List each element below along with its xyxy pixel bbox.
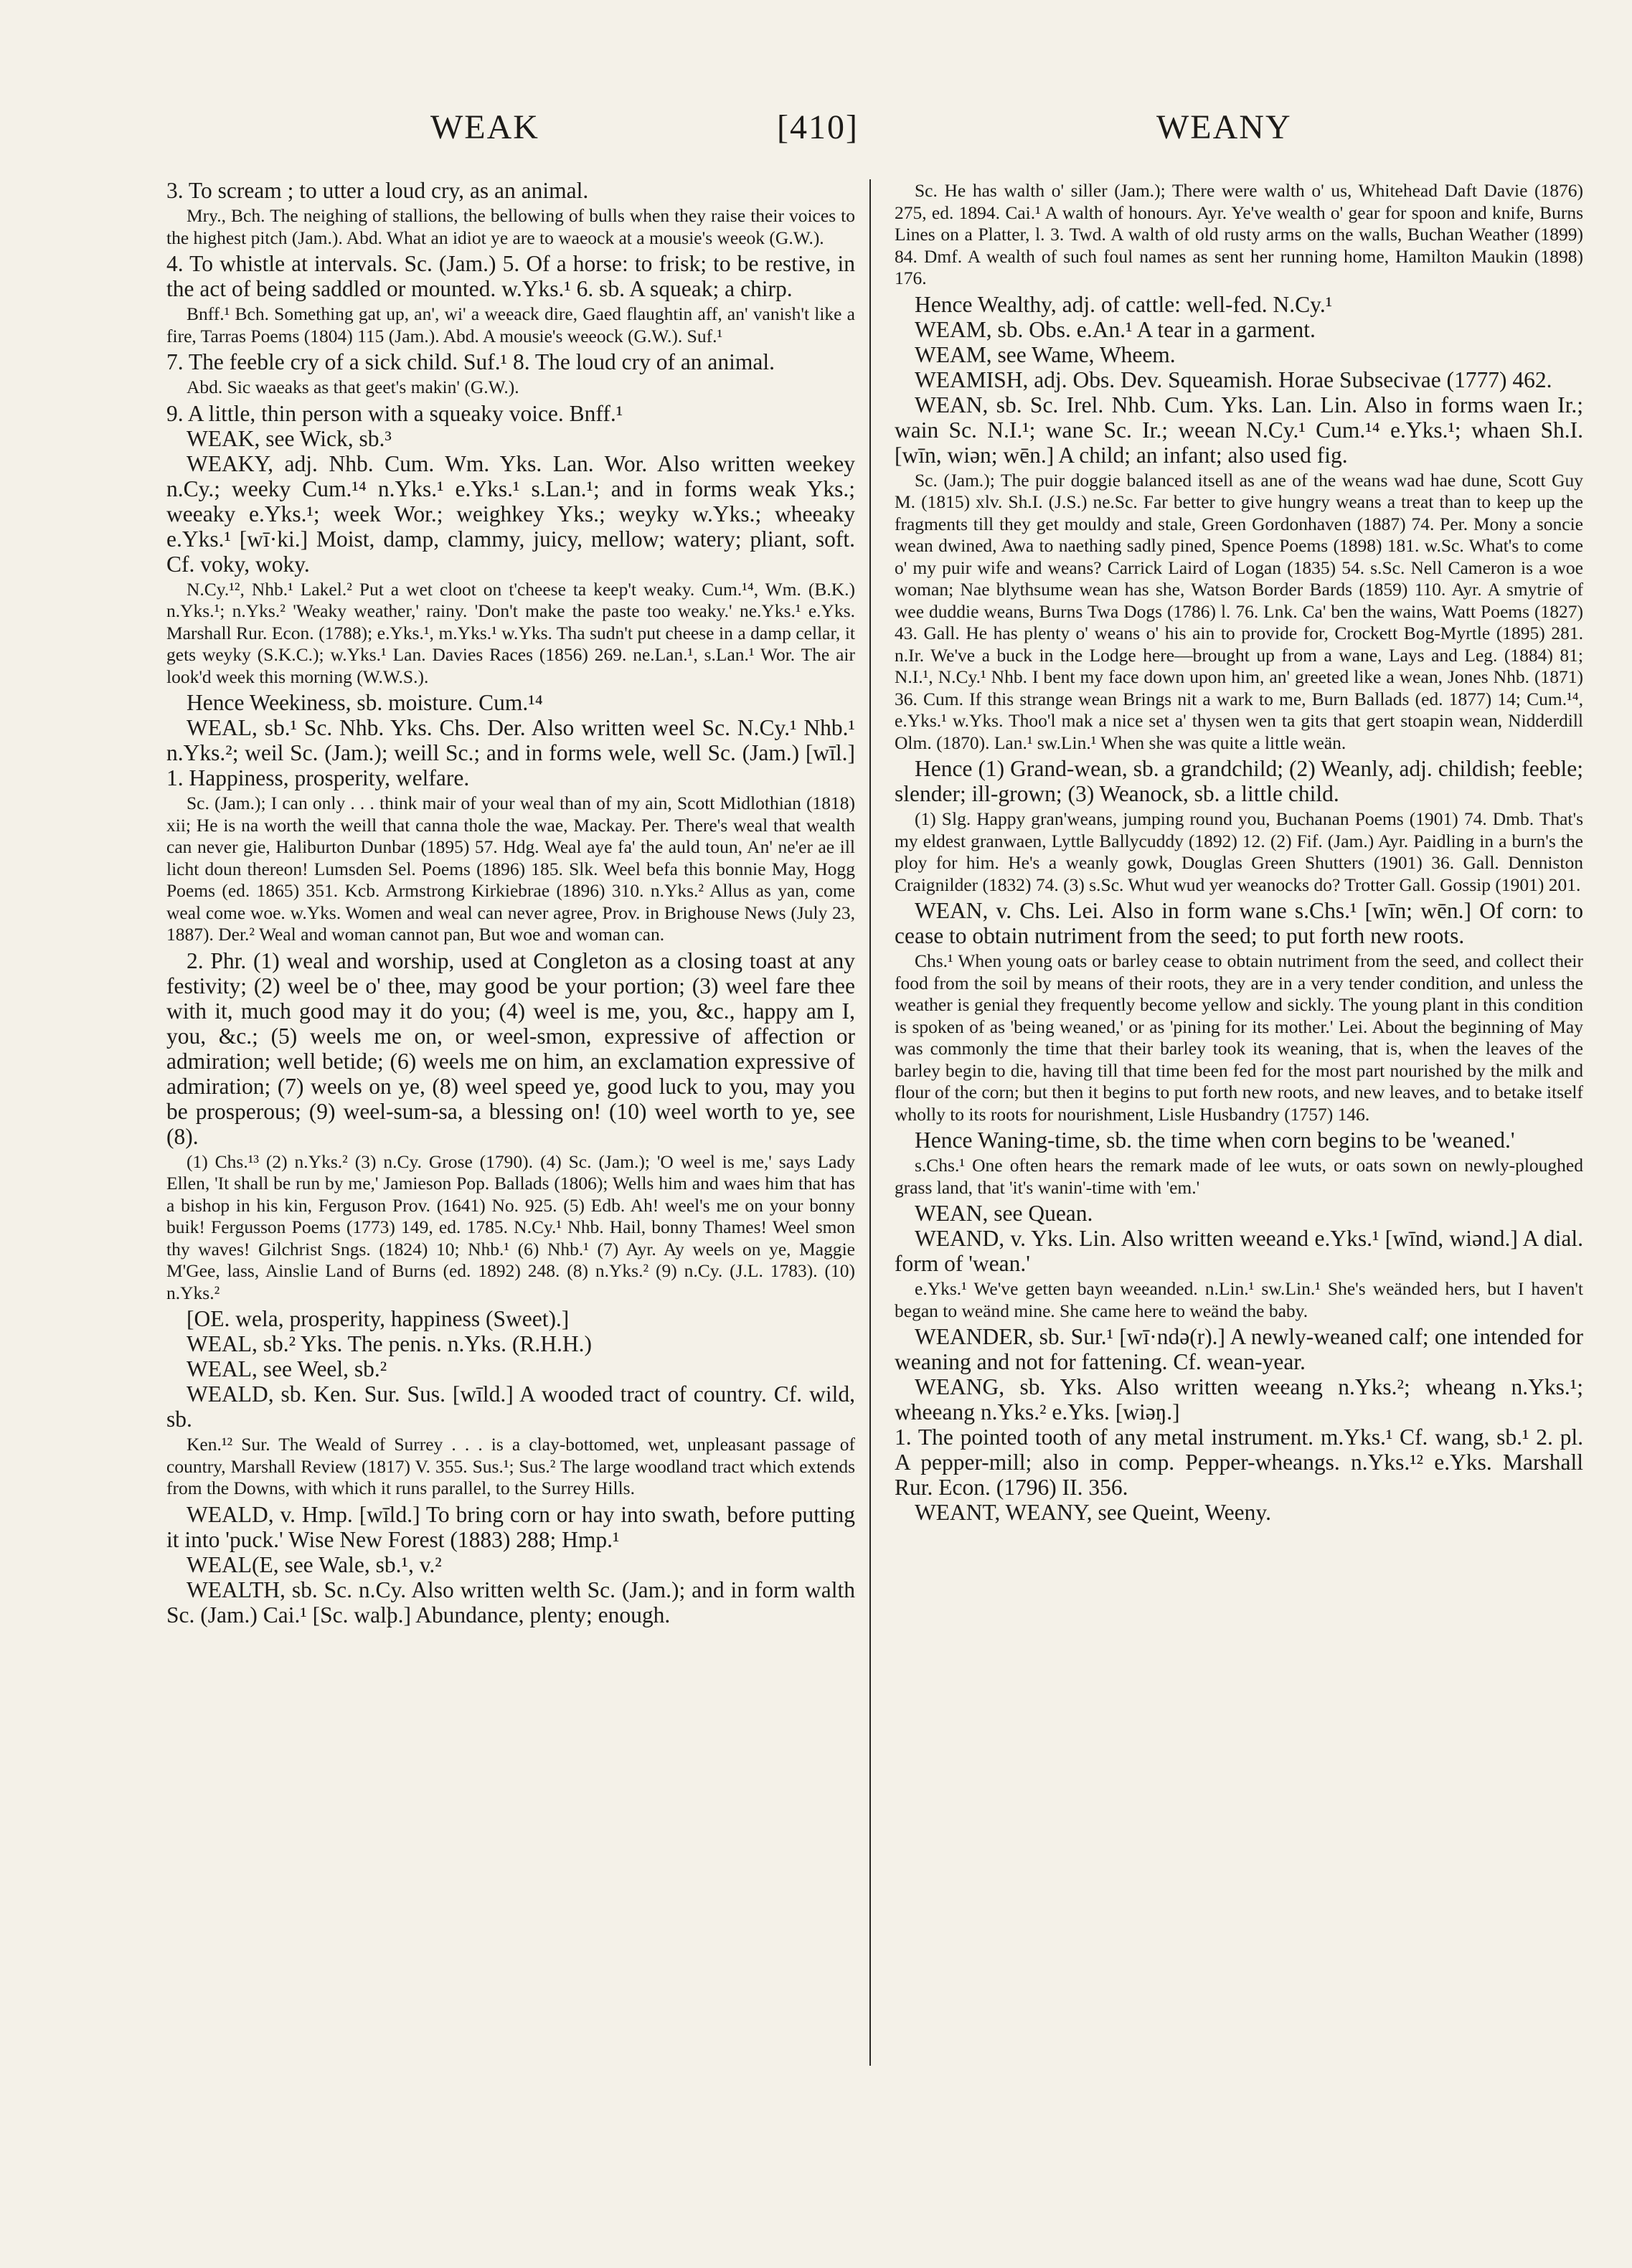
dictionary-entry: Hence Waning-time, sb. the time when corn begins to be 'weaned.'	[915, 1128, 1515, 1153]
running-head-right: WEANY	[1156, 108, 1292, 146]
dictionary-entry: WEANDER, sb. Sur.¹ [wī·ndə(r).] A newly-weaned calf; one intended for weaning and not for fattening. Cf. wean-year.	[895, 1324, 1583, 1374]
citation-block: e.Yks.¹ We've getten bayn weeanded. n.Lin.¹ sw.Lin.¹ She's weänded hers, but I haven't began to weänd mine. She came here to weänd the baby.	[895, 1278, 1583, 1321]
dictionary-entry: WEAK, see Wick, sb.³	[187, 425, 392, 451]
dictionary-entry: WEALTH, sb. Sc. n.Cy. Also written welth Sc. (Jam.); and in form walth Sc. (Jam.) Cai.¹ [Sc. walþ.] Abundance, plenty; enough.	[166, 1577, 855, 1627]
dictionary-entry: 2. Phr. (1) weal and worship, used at Congleton as a closing toast at any festivity; (2) weel be o' thee, may good be your portion; (3) weel fare thee with it, much good may it do you; (4) weel is me, you, &c., happy am I, you, &c.; (5) weels me on, or weel-smon, expressive of affection or admiration; well betide; (6) weels me on him, an exclamation expressive of admiration; (7) weels on ye, (8) weel speed ye, good luck to you, may you be prosperous; (9) weel-sum-sa, a blessing on! (10) weel worth to ye, see (8).	[166, 948, 855, 1149]
dictionary-entry: WEALD, sb. Ken. Sur. Sus. [wīld.] A wooded tract of country. Cf. wild, sb.	[166, 1381, 855, 1432]
dictionary-entry: WEAMISH, adj. Obs. Dev. Squeamish. Horae Subsecivae (1777) 462.	[915, 367, 1552, 392]
dictionary-sense: 7. The feeble cry of a sick child. Suf.¹ 8. The loud cry of an animal.	[166, 349, 775, 374]
dictionary-entry: WEAN, sb. Sc. Irel. Nhb. Cum. Yks. Lan. Lin. Also in forms waen Ir.; wain Sc. N.I.¹; wane Sc. Ir.; weean N.Cy.¹ Cum.¹⁴ e.Yks.¹; whaen Sh.I. [wīn, wiən; wēn.] A child; an infant; also used fig.	[895, 392, 1583, 468]
dictionary-entry: Hence Weekiness, sb. moisture. Cum.¹⁴	[187, 690, 543, 715]
dictionary-entry: WEANT, WEANY, see Queint, Weeny.	[915, 1500, 1271, 1525]
citation-block: (1) Chs.¹³ (2) n.Yks.² (3) n.Cy. Grose (1790). (4) Sc. (Jam.); 'O weel is me,' says Lady Ellen, 'It shall be run by me,' Jamieson Pop. Ballads (1806); Wells him and waes him that has a bishop in his kin, Ferguson Prov. (1641) No. 925. (5) Edb. Ah! weel's me on your bonny buik! Fergusson Poems (1773) 149, ed. 1785. N.Cy.¹ Nhb. Hail, bonny Thames! Weel smon thy waves! Gilchrist Sngs. (1824) 10; Nhb.¹ (6) Nhb.¹ (7) Ayr. Ay weels on ye, Maggie M'Gee, lass, Ainslie Land of Burns (ed. 1892) 248. (8) n.Yks.² (9) n.Cy. (J.L. 1783). (10) n.Yks.²	[166, 1150, 855, 1303]
citation-block: Sc. (Jam.); I can only . . . think mair of your weal than of my ain, Scott Midlothian (1818) xii; He is na worth the weill that canna thole the wae, Mackay. Per. There's weal that wealth can never gie, Haliburton Dunbar (1895) 57. Hdg. Weal aye fa' the auld toun, An' ne'er ae ill licht doun thereon! Lumsden Sel. Poems (1896) 185. Slk. Weel befa this bonnie May, Hogg Poems (ed. 1865) 351. Kcb. Armstrong Kirkiebrae (1896) 310. n.Yks.² Allus as yan, come weal come woe. w.Yks. Women and weal can never agree, Prov. in Brighouse News (July 23, 1887). Der.² Weal and woman cannot pan, But woe and woman can.	[166, 793, 855, 945]
dictionary-entry: WEAM, sb. Obs. e.An.¹ A tear in a garment.	[915, 316, 1316, 342]
dictionary-entry: [OE. wela, prosperity, happiness (Sweet).]	[187, 1306, 570, 1331]
citation-block: N.Cy.¹², Nhb.¹ Lakel.² Put a wet cloot on t'cheese ta keep't weaky. Cum.¹⁴, Wm. (B.K.) n.Yks.¹; n.Yks.² 'Weaky weather,' rainy. 'Don't make the paste too weaky.' ne.Yks.¹ e.Yks. Marshall Rur. Econ. (1788); e.Yks.¹, m.Yks.¹ w.Yks. Tha sudn't put cheese in a damp cellar, it gets weyky (S.K.C.); w.Yks.¹ Lan. Davies Races (1856) 269. ne.Lan.¹, s.Lan.¹ Wor. The air look'd week this morning (W.W.S.).	[166, 578, 855, 687]
citation-block: Sc. (Jam.); The puir doggie balanced itsell as ane of the weans wad hae dune, Scott Guy M. (1815) xlv. Sh.I. (J.S.) ne.Sc. Far better to give hungry weans a treat than to keep up the fragments till they get mouldy and stale, Green Gordonhaven (1887) 74. Per. Mony a soncie wean dwined, Awa to naething sadly pined, Spence Poems (1898) 181. w.Sc. What's to come o' my puir wife and weans? Carrick Laird of Logan (1835) 54. s.Sc. Nell Cameron is a woe woman; Nae blythsume wean has she, Watson Border Bards (1859) 110. Ayr. A smytrie of wee duddie weans, Burns Twa Dogs (1786) l. 76. Lnk. Ca' ben the wains, Watt Poems (1827) 43. Gall. He has plenty o' weans o' his ain to provide for, Crockett Bog-Myrtle (1895) 281. n.Ir. We've a buck in the Lodge here—brought up from a wane, Lays and Leg. (1884) 81; N.I.¹, N.Cy.¹ Nhb. I bent my face down upon him, an' greeted like a wean, Jones Nhb. (1871) 36. Cum. If this strange wean Brings nit a wark to me, Burn Ballads (ed. 1877) 14; Cum.¹⁴, e.Yks.¹ w.Yks. Thoo'l mak a nice set a' thysen wen ta gits that gert stoapin wean, Nidderdill Olm. (1870). Lan.¹ sw.Lin.¹ When she was quite a little weän.	[895, 469, 1583, 753]
dictionary-sense: 9. A little, thin person with a squeaky voice. Bnff.¹	[166, 400, 623, 426]
dictionary-entry: Hence (1) Grand-wean, sb. a grandchild; (2) Weanly, adj. childish; feeble; slender; ill-grown; (3) Weanock, sb. a little child.	[895, 756, 1583, 806]
dictionary-entry: WEAKY, adj. Nhb. Cum. Wm. Yks. Lan. Wor. Also written weekey n.Cy.; weeky Cum.¹⁴ n.Yks.¹ e.Yks.¹ s.Lan.¹; and in forms weak Yks.; weeaky e.Yks.¹; week Wor.; weighkey Yks.; weyky w.Yks.; wheeaky e.Yks.¹ [wī·ki.] Moist, damp, clammy, juicy, mellow; watery; pliant, soft. Cf. voky, woky.	[166, 450, 855, 577]
dictionary-entry: WEANG, sb. Yks. Also written weeang n.Yks.²; wheang n.Yks.¹; wheeang n.Yks.² e.Yks. [wiəŋ.]	[895, 1374, 1583, 1424]
citation-block: Ken.¹² Sur. The Weald of Surrey . . . is a clay-bottomed, wet, unpleasant passage of country, Marshall Review (1817) V. 355. Sus.¹; Sus.² The large woodland tract which extends from the Downs, with which it runs parallel, to the Surrey Hills.	[166, 1434, 855, 1498]
dictionary-sense: 1. The pointed tooth of any metal instrument. m.Yks.¹ Cf. wang, sb.¹ 2. pl. A pepper-mill; also in comp. Pepper-wheangs. n.Yks.¹² e.Yks. Marshall Rur. Econ. (1796) II. 356.	[895, 1424, 1583, 1500]
dictionary-entry: WEAN, v. Chs. Lei. Also in form wane s.Chs.¹ [wīn; wēn.] Of corn: to cease to obtain nutriment from the seed; to put forth new roots.	[895, 898, 1583, 948]
citation-block: Mry., Bch. The neighing of stallions, the bellowing of bulls when they raise their voices to the highest pitch (Jam.). Abd. What an idiot ye are to waeock at a mousie's weeok (G.W.).	[166, 205, 855, 248]
dictionary-entry: WEAND, v. Yks. Lin. Also written weeand e.Yks.¹ [wīnd, wiənd.] A dial. form of 'wean.'	[895, 1226, 1583, 1276]
dictionary-entry: Hence Wealthy, adj. of cattle: well-fed. N.Cy.¹	[915, 291, 1333, 317]
citation-block: Abd. Sic waeaks as that geet's makin' (G.W.).	[187, 377, 519, 397]
page-number: [410]	[777, 108, 859, 146]
dictionary-entry: WEAL, see Weel, sb.²	[187, 1356, 387, 1381]
citation-block: (1) Slg. Happy gran'weans, jumping round you, Buchanan Poems (1901) 74. Dmb. That's my eldest granwaen, Lyttle Ballycuddy (1892) 12. (2) Fif. (Jam.) Ayr. Paidling in a burn's the ploy for him. He's a weanly gowk, Douglas Green Shutters (1901) 36. Gall. Denniston Craignilder (1832) 74. (3) s.Sc. Whut wud yer weanocks do? Trotter Gall. Gossip (1901) 201.	[895, 808, 1583, 895]
dictionary-sense: 4. To whistle at intervals. Sc. (Jam.) 5. Of a horse: to frisk; to be restive, in the act of being saddled or mounted. w.Yks.¹ 6. sb. A squeak; a chirp.	[166, 251, 855, 301]
citation-block: s.Chs.¹ One often hears the remark made of lee wuts, or oats sown on newly-ploughed grass land, that 'it's wanin'-time with 'em.'	[895, 1155, 1583, 1198]
column-divider	[869, 179, 871, 2066]
dictionary-entry: WEALD, v. Hmp. [wīld.] To bring corn or hay into swath, before putting it into 'puck.' Wise New Forest (1883) 288; Hmp.¹	[166, 1501, 855, 1552]
citation-block: Sc. He has walth o' siller (Jam.); There were walth o' us, Whitehead Daft Davie (1876) 275, ed. 1894. Cai.¹ A walth of honours. Ayr. Ye've wealth o' gear for spoon and knife, Burns Lines on a Platter, l. 3. Twd. A walth of old rusty arms on the walls, Buchan Weather (1899) 84. Dmf. A wealth of such foul names as sent her running home, Hamilton Maukin (1898) 176.	[895, 180, 1583, 288]
dictionary-sense: 3. To scream ; to utter a loud cry, as an animal.	[166, 178, 589, 203]
dictionary-entry: WEAN, see Quean.	[915, 1201, 1093, 1226]
dictionary-entry: WEAM, see Wame, Wheem.	[915, 341, 1176, 367]
running-head-left: WEAK	[430, 108, 539, 146]
dictionary-entry: WEAL, sb.² Yks. The penis. n.Yks. (R.H.H.)	[187, 1331, 593, 1356]
citation-block: Bnff.¹ Bch. Something gat up, an', wi' a weeack dire, Gaed flaughtin aff, an' vanish't like a fire, Tarras Poems (1804) 115 (Jam.). Abd. A mousie's weeock (G.W.). Suf.¹	[166, 303, 855, 346]
dictionary-entry: WEAL(E, see Wale, sb.¹, v.²	[187, 1551, 442, 1577]
citation-block: Chs.¹ When young oats or barley cease to obtain nutriment from the seed, and collect their food from the soil by means of their roots, they are in a very tender condition, and unless the weather is genial they frequently become yellow and sickly. The young plant in this condition is spoken of as 'being weaned,' or as 'pining for its mother.' Lei. About the beginning of May was commonly the time that their barley took its weaning, that is, when the leaves of the barley begin to die, having till that time been fed for the most part nourished by the milk and flour of the corn; but then it begins to put forth new roots, and new leaves, and to betake itself wholly to its roots for nourishment, Lisle Husbandry (1757) 146.	[895, 950, 1583, 1125]
dictionary-entry: WEAL, sb.¹ Sc. Nhb. Yks. Chs. Der. Also written weel Sc. N.Cy.¹ Nhb.¹ n.Yks.²; weil Sc. (Jam.); weill Sc.; and in forms wele, well Sc. (Jam.) [wīl.] 1. Happiness, prosperity, welfare.	[166, 715, 855, 790]
left-column	[166, 178, 855, 1627]
right-column	[895, 178, 1583, 1525]
